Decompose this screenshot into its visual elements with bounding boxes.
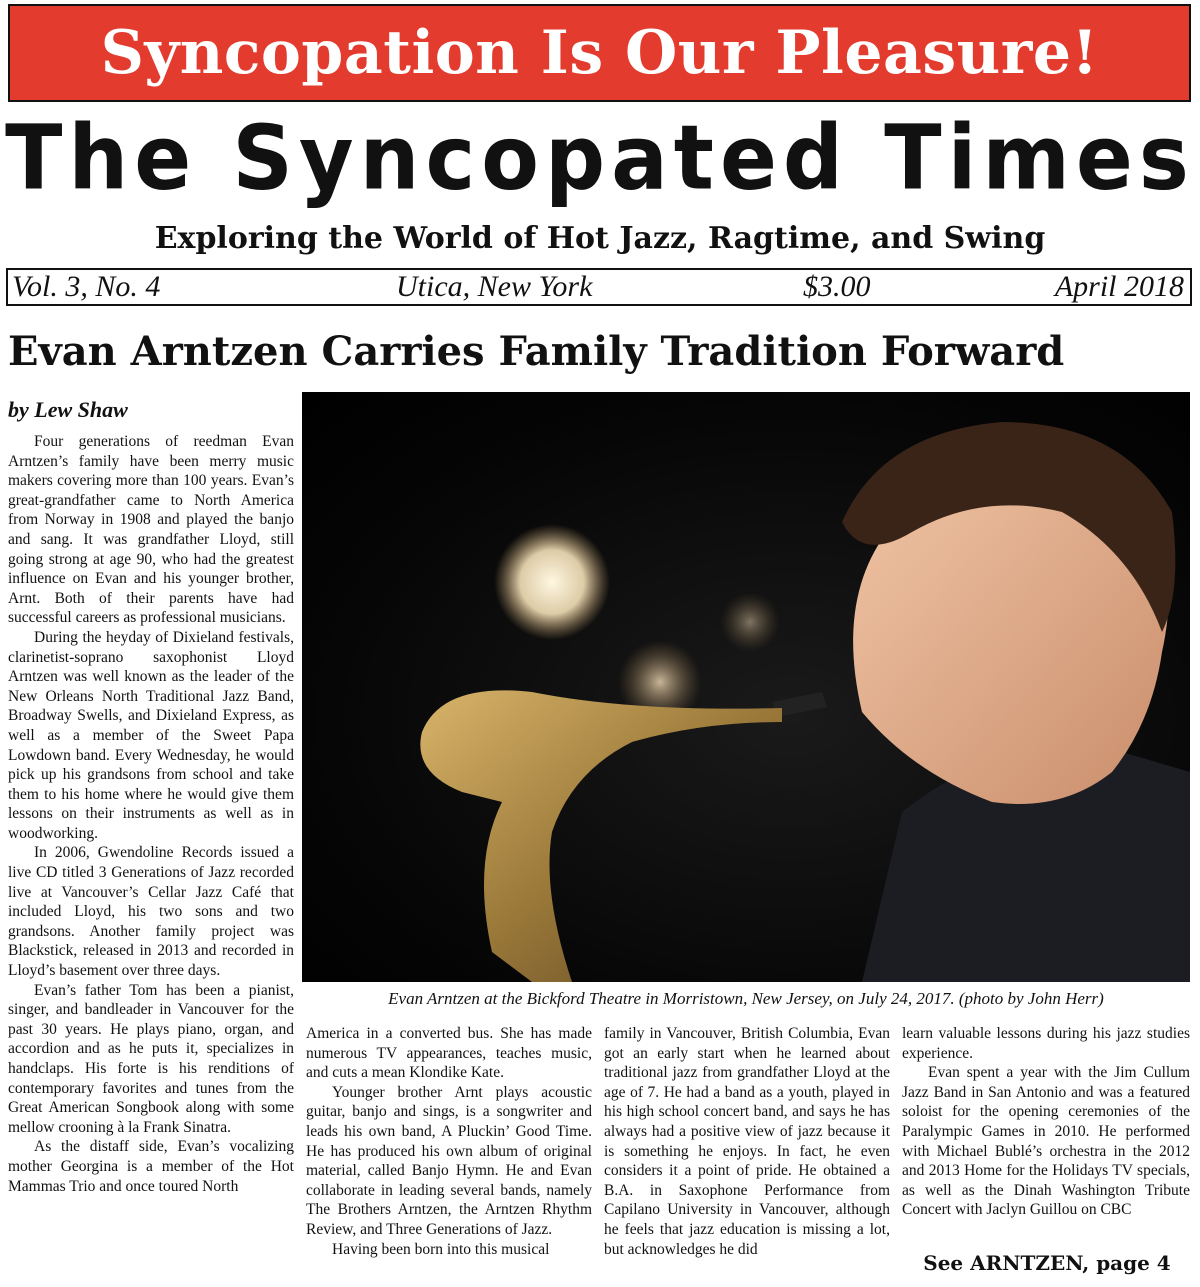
article-column-4 bbox=[902, 1024, 1190, 1246]
stage-light-bokeh bbox=[494, 524, 610, 640]
paragraph: Evan spent a year with the Jim Cullum Jazz Band in San Antonio and was a featured soloist for the opening ceremonies of the Paralympic Games in 2010. He performed with Michael Bublé’s orchestra in the 2012 and 2013 Home for the Holidays TV specials, as well as the Dinah Washington Tribute Concert with Jaclyn Guillou on CBC bbox=[902, 1064, 1190, 1219]
paragraph: Younger brother Arnt plays acoustic guitar, banjo and sings, is a songwriter and leads his own band, A Pluckin’ Good Time. He has produced his own album of original material, called Banjo Hymn. He and Evan collaborate in leading several bands, namely The Brothers Arntzen, the Arntzen Rhythm Review, and Three Generations of Jazz. bbox=[306, 1083, 592, 1238]
issue-location: Utica, New York bbox=[396, 270, 593, 303]
paragraph: Four generations of reedman Evan Arntzen’s family have been merry music makers covering more than 100 years. Evan’s great-grandfather came to North America from Norway in 1908 and played the banjo and sang. It was grandfather Lloyd, still going strong at age 90, who had the greatest influence on Evan and his younger brother, Arnt. Both of their parents have had successful careers as professional musicians. bbox=[8, 433, 294, 627]
stage-light-bokeh bbox=[720, 592, 780, 652]
article-photo bbox=[302, 392, 1190, 982]
banner-slogan: Syncopation Is Our Pleasure! bbox=[100, 18, 1099, 88]
continued-on-link[interactable]: See ARNTZEN, page 4 bbox=[923, 1251, 1171, 1275]
issue-info-bar bbox=[6, 268, 1192, 306]
newspaper-masthead: The Syncopated Times bbox=[5, 106, 1195, 210]
top-banner bbox=[8, 4, 1191, 102]
article-headline: Evan Arntzen Carries Family Tradition Forward bbox=[8, 328, 1065, 375]
article-column-1 bbox=[8, 432, 294, 1284]
paragraph: During the heyday of Dixieland festivals, clarinetist-soprano saxophonist Lloyd Arntzen was well known as the leader of the New Orleans North Traditional Jazz Band, Broadway Swells, and Dixieland Express, as well as a member of the Sweet Papa Lowdown band. Every Wednesday, he would pick up his grandsons from school and take them to his home where he would give them lessons on their instruments as well as in woodworking. bbox=[8, 628, 294, 842]
issue-date: April 2018 bbox=[1054, 270, 1184, 303]
saxophone-shape bbox=[420, 690, 782, 982]
article-column-3 bbox=[604, 1024, 890, 1284]
tagline: Exploring the World of Hot Jazz, Ragtime, and Swing bbox=[154, 221, 1046, 256]
issue-volume: Vol. 3, No. 4 bbox=[12, 270, 161, 303]
issue-price: $3.00 bbox=[803, 270, 871, 303]
paragraph: learn valuable lessons during his jazz studies experience. bbox=[902, 1025, 1190, 1062]
paragraph: America in a converted bus. She has made numerous TV appearances, teaches music, and cuts a mean Klondike Kate. bbox=[306, 1025, 592, 1082]
article-byline: by Lew Shaw bbox=[8, 397, 128, 422]
paragraph: Having been born into this musical bbox=[332, 1240, 550, 1258]
paragraph: As the distaff side, Evan’s vocalizing mother Georgina is a member of the Hot Mammas Trio and once toured North bbox=[8, 1138, 294, 1195]
photo-caption: Evan Arntzen at the Bickford Theatre in Morristown, New Jersey, on July 24, 2017. (photo by John Herr) bbox=[388, 989, 1104, 1008]
paragraph: Evan’s father Tom has been a pianist, singer, and bandleader in Vancouver for the past 30 years. He plays piano, organ, and accordion and as he puts it, specializes in handclaps. His forte is his renditions of contemporary favorites and tunes from the Great American Songbook along with some mellow crooning à la Frank Sinatra. bbox=[8, 981, 294, 1136]
paragraph: family in Vancouver, British Columbia, Evan got an early start when he learned about traditional jazz from grandfather Lloyd at the age of 7. He had a band as a youth, played in his high school concert band, and says he has always had a positive view of jazz because it is something he enjoys. In fact, he even considers it a point of pride. He obtained a B.A. in Saxophone Performance from Capilano University in Vancouver, although he feels that jazz education is missing a lot, but acknowledges he did bbox=[604, 1025, 890, 1258]
saxophonist-photo bbox=[302, 392, 1190, 982]
article-column-2 bbox=[306, 1024, 592, 1284]
paragraph: In 2006, Gwendoline Records issued a live CD titled 3 Generations of Jazz recorded live at Vancouver’s Cellar Jazz Café that included Lloyd, his two sons and two grandsons. Another family project was Blackstick, released in 2013 and recorded in Lloyd’s basement over three days. bbox=[8, 844, 294, 980]
